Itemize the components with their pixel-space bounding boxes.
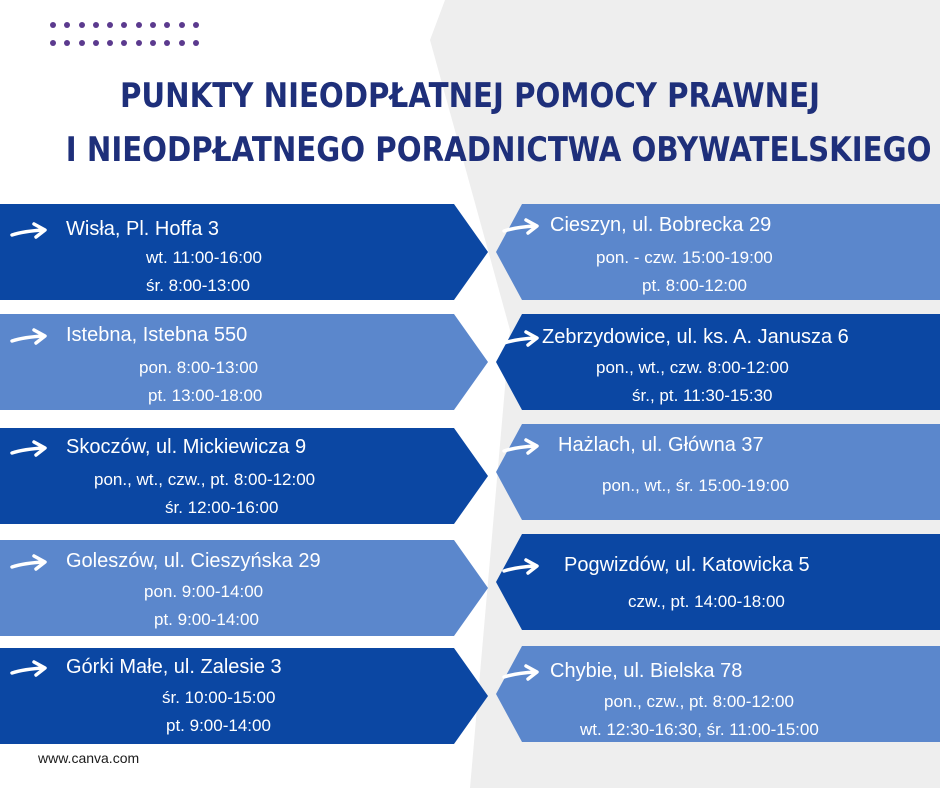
opening-hours-line: śr. 8:00-13:00 (146, 276, 250, 295)
dot (164, 22, 170, 28)
right-location-banner (496, 646, 940, 742)
dot (121, 40, 127, 46)
opening-hours-line: pon. - czw. 15:00-19:00 (596, 248, 773, 267)
opening-hours-line: śr. 12:00-16:00 (165, 498, 279, 517)
opening-hours-line: wt. 11:00-16:00 (146, 248, 262, 267)
location-name: Wisła, Pl. Hoffa 3 (66, 218, 220, 240)
location-name: Chybie, ul. Bielska 78 (550, 660, 743, 682)
right-location-banner (496, 204, 940, 300)
opening-hours-line: pt. 13:00-18:00 (148, 386, 263, 405)
dot (150, 40, 156, 46)
left-location-banner (0, 648, 488, 744)
opening-hours-line: pon., czw., pt. 8:00-12:00 (604, 692, 794, 711)
left-location-banner (0, 314, 488, 410)
right-location-banner (496, 534, 940, 630)
opening-hours-line: pon., wt., czw., pt. 8:00-12:00 (94, 470, 316, 489)
dot (150, 22, 156, 28)
dot (121, 22, 127, 28)
dot (179, 22, 185, 28)
left-location-banner (0, 428, 488, 524)
arrow-right-icon (502, 664, 540, 684)
arrow-right-icon (10, 554, 48, 574)
dot (93, 22, 99, 28)
arrow-right-icon (502, 558, 540, 578)
opening-hours-line: czw., pt. 14:00-18:00 (628, 592, 785, 611)
dot (79, 40, 85, 46)
dot (179, 40, 185, 46)
location-name: Zebrzydowice, ul. ks. A. Janusza 6 (542, 326, 849, 348)
arrow-right-icon (10, 328, 48, 348)
dot (164, 40, 170, 46)
dot (79, 22, 85, 28)
page-title-line-1: PUNKTY NIEODPŁATNEJ POMOCY PRAWNEJ (120, 76, 820, 116)
dot (107, 22, 113, 28)
arrow-right-icon (10, 440, 48, 460)
right-location-banner (496, 424, 940, 520)
opening-hours-line: śr. 10:00-15:00 (162, 688, 276, 707)
footer-url: www.canva.com (38, 750, 140, 766)
arrow-right-icon (502, 438, 540, 458)
arrow-right-icon (502, 330, 540, 350)
opening-hours-line: pon., wt., czw. 8:00-12:00 (596, 358, 789, 377)
opening-hours-line: pon. 8:00-13:00 (139, 358, 259, 377)
dot (64, 22, 70, 28)
dot (50, 40, 56, 46)
opening-hours-line: pon., wt., śr. 15:00-19:00 (602, 476, 790, 495)
dot (93, 40, 99, 46)
opening-hours-line: wt. 12:30-16:30, śr. 11:00-15:00 (580, 720, 819, 739)
dot (64, 40, 70, 46)
dot (50, 22, 56, 28)
arrow-right-icon (10, 660, 48, 680)
banner-background (496, 534, 940, 630)
location-name: Goleszów, ul. Cieszyńska 29 (66, 550, 321, 572)
opening-hours-line: śr., pt. 11:30-15:30 (632, 386, 773, 405)
dot (193, 40, 199, 46)
opening-hours-line: pt. 8:00-12:00 (642, 276, 747, 295)
page-title-line-2: I NIEODPŁATNEGO PORADNICTWA OBYWATELSKIEGO (65, 130, 932, 170)
location-name: Istebna, Istebna 550 (66, 324, 248, 346)
dot (136, 40, 142, 46)
location-name: Pogwizdów, ul. Katowicka 5 (564, 554, 810, 576)
location-name: Cieszyn, ul. Bobrecka 29 (550, 214, 772, 236)
right-location-banner (496, 314, 940, 410)
arrow-right-icon (502, 218, 540, 238)
location-name: Skoczów, ul. Mickiewicza 9 (66, 436, 307, 458)
opening-hours-line: pt. 9:00-14:00 (154, 610, 259, 629)
dot (136, 22, 142, 28)
dot (193, 22, 199, 28)
location-name: Górki Małe, ul. Zalesie 3 (66, 656, 282, 678)
opening-hours-line: pon. 9:00-14:00 (144, 582, 264, 601)
dot (107, 40, 113, 46)
opening-hours-line: pt. 9:00-14:00 (166, 716, 271, 735)
arrow-right-icon (10, 222, 48, 242)
decorative-dots (50, 22, 199, 46)
location-name: Hażlach, ul. Główna 37 (558, 434, 764, 456)
left-location-banner (0, 540, 488, 636)
left-location-banner (0, 204, 488, 300)
